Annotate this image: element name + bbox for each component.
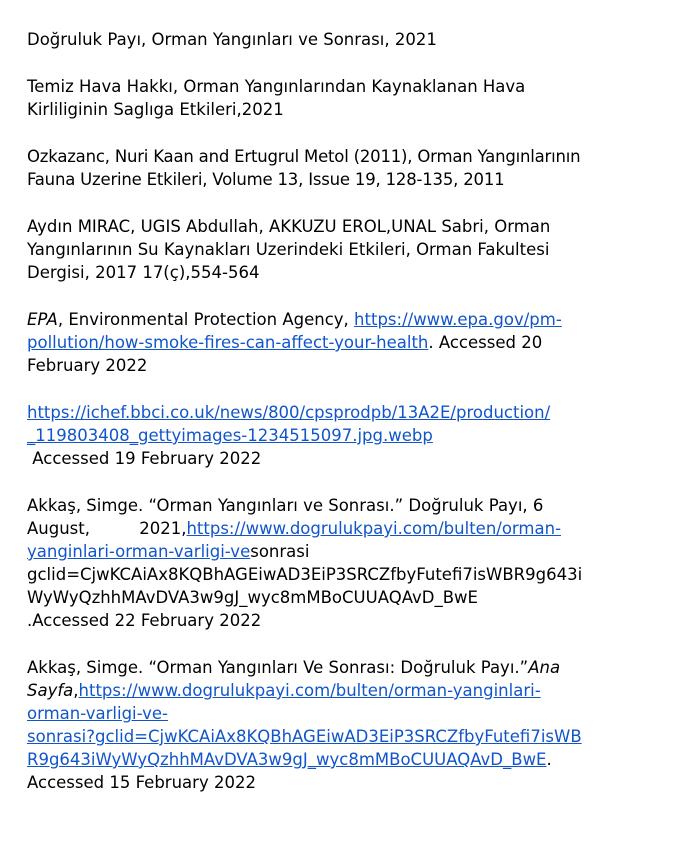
- reference-5-italic-source: EPA: [27, 310, 58, 329]
- reference-5-text-2: . Accessed 20: [428, 333, 543, 352]
- reference-8-line-2: [27, 679, 649, 702]
- reference-7-line-4: gclid=CjwKCAiAx8KQBhAGEiwAD3EiP3SRCZfbyFutefi7isWBR9g643i: [27, 565, 583, 584]
- reference-8-link-part-1[interactable]: https://www.dogrulukpayi.com/bulten/orman-yanginlari-: [78, 681, 541, 700]
- reference-8-italic-2: Sayfa: [27, 681, 74, 700]
- reference-7-line-3: [27, 540, 649, 563]
- reference-8-link-part-2[interactable]: orman-varligi-ve-: [27, 704, 169, 723]
- reference-5-link-part-1[interactable]: https://www.epa.gov/pm-: [354, 310, 562, 329]
- reference-3-line-2: Fauna Uzerine Etkileri, Volume 13, Issue 19, 128-135, 2011: [27, 170, 505, 189]
- reference-2: [27, 75, 649, 121]
- reference-1-text: Doğruluk Payı, Orman Yangınları ve Sonrası, 2021: [27, 30, 437, 49]
- reference-7: [27, 494, 649, 632]
- reference-8-period: .: [546, 750, 552, 769]
- reference-7-link-part-1[interactable]: https://www.dogrulukpayi.com/bulten/orman-: [186, 519, 562, 538]
- reference-7-line-1: Akkaş, Simge. “Orman Yangınları ve Sonrası.” Doğruluk Payı, 6: [27, 496, 544, 515]
- reference-1: [27, 28, 649, 51]
- reference-6-link-part-1[interactable]: https://ichef.bbci.co.uk/news/800/cpsprodpb/13A2E/production/: [27, 403, 551, 422]
- reference-8-italic-1: Ana: [528, 658, 561, 677]
- reference-5-line-1: [27, 308, 649, 331]
- reference-6-line-2: [27, 424, 649, 447]
- reference-7-trailing-text: sonrasi: [250, 542, 310, 561]
- reference-8-link-part-4[interactable]: R9g643iWyWyQzhhMAvDVA3w9gJ_wyc8mMBoCUUAQAvD_BwE: [27, 750, 547, 769]
- reference-6-line-3: Accessed 19 February 2022: [27, 449, 262, 468]
- reference-8-line-6: Accessed 15 February 2022: [27, 773, 256, 792]
- reference-6-line-1: [27, 401, 649, 424]
- reference-5: [27, 308, 649, 377]
- reference-7-line-5: WyWyQzhhMAvDVA3w9gJ_wyc8mMBoCUUAQAvD_BwE: [27, 588, 478, 607]
- reference-3-line-1: Ozkazanc, Nuri Kaan and Ertugrul Metol (2011), Orman Yangınlarının: [27, 147, 581, 166]
- reference-7-line-6: .Accessed 22 February 2022: [27, 611, 262, 630]
- reference-3: [27, 145, 649, 191]
- reference-4-line-3: Dergisi, 2017 17(ç),554-564: [27, 263, 260, 282]
- reference-6: [27, 401, 649, 470]
- reference-5-link-part-2[interactable]: pollution/how-smoke-fires-can-affect-your-health: [27, 333, 429, 352]
- reference-4-line-2: Yangınlarının Su Kaynakları Uzerindeki Etkileri, Orman Fakultesi: [27, 240, 550, 259]
- reference-7-link-part-2[interactable]: yanginlari-orman-varligi-ve: [27, 542, 251, 561]
- reference-5-text-1: , Environmental Protection Agency,: [57, 310, 355, 329]
- reference-8-link-part-3[interactable]: sonrasi?gclid=CjwKCAiAx8KQBhAGEiwAD3EiP3SRCZfbyFutefi7isWB: [27, 727, 582, 746]
- reference-7-line-2: [27, 517, 649, 540]
- reference-6-link-part-2[interactable]: _119803408_gettyimages-1234515097.jpg.webp: [27, 426, 433, 445]
- reference-8-sayfa-group: [27, 681, 79, 700]
- reference-8-comma: ,: [73, 681, 79, 700]
- reference-8-line-4: [27, 725, 649, 748]
- reference-8-line-3: [27, 702, 649, 725]
- reference-8: [27, 656, 649, 794]
- reference-8-line-5: [27, 748, 649, 771]
- reference-2-line-1: [27, 75, 649, 98]
- reference-2-line-1-text: Temiz Hava Hakkı, Orman Yangınlarından Kaynaklanan Hava: [27, 77, 526, 96]
- reference-7-date-text: August, 2021,: [27, 519, 187, 538]
- references-page: [27, 28, 649, 818]
- reference-4-line-1: Aydın MIRAC, UGIS Abdullah, AKKUZU EROL,UNAL Sabri, Orman: [27, 217, 551, 236]
- reference-8-text-1: Akkaş, Simge. “Orman Yangınları Ve Sonrası: Doğruluk Payı.”: [27, 658, 529, 677]
- reference-8-line-1: [27, 656, 649, 679]
- reference-2-line-2: Kirliliginin Saglıga Etkileri,2021: [27, 100, 284, 119]
- reference-5-line-2: [27, 331, 649, 354]
- reference-5-line-3: February 2022: [27, 356, 148, 375]
- reference-4: [27, 215, 649, 284]
